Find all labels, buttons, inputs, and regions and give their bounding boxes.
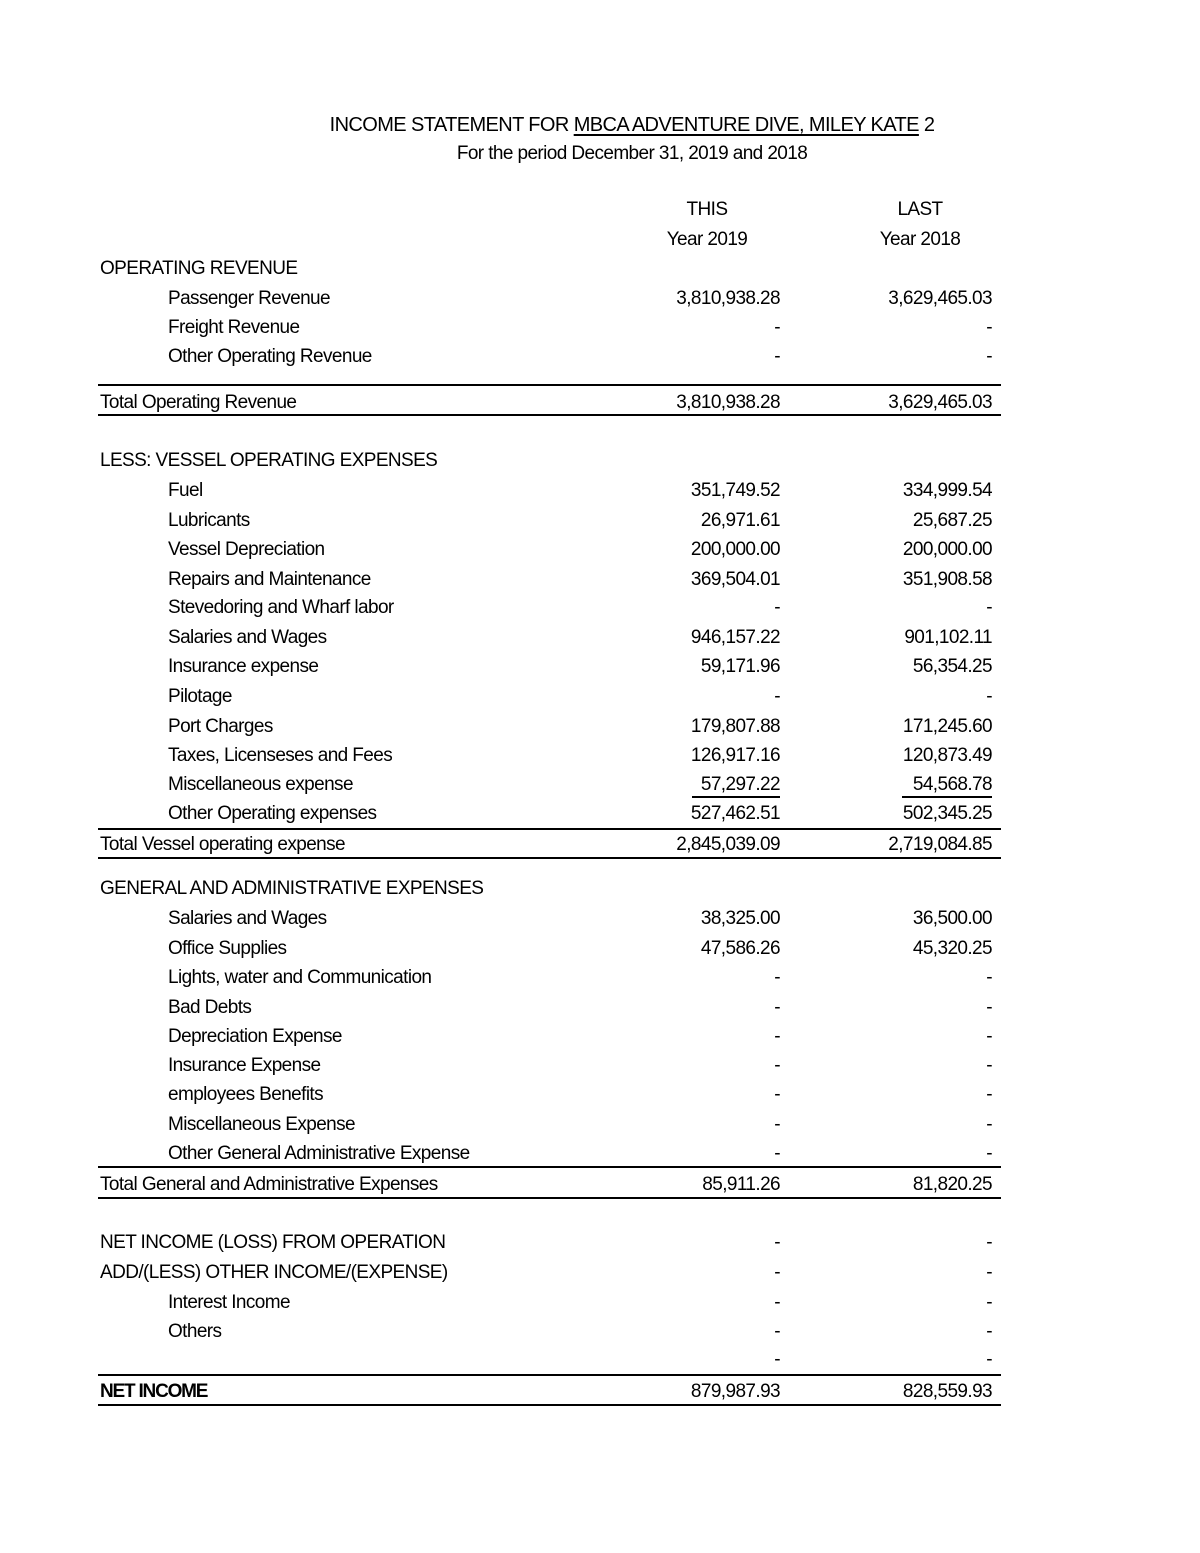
value-2018: 334,999.54 [902, 480, 992, 501]
net-income [100, 1379, 1000, 1405]
col-this-year: Year 2019 [666, 229, 748, 250]
item-label: Interest Income [168, 1292, 290, 1313]
item-label: Pilotage [168, 686, 232, 707]
line-item [100, 772, 1000, 798]
item-label: Passenger Revenue [168, 288, 330, 309]
value-2019: - [774, 997, 780, 1018]
value-2019: 369,504.01 [690, 569, 780, 590]
value-2018: - [986, 1321, 992, 1342]
value-2018: - [986, 1084, 992, 1105]
item-label: Bad Debts [168, 997, 252, 1018]
value-2018: - [986, 1055, 992, 1076]
line-item [100, 567, 1000, 593]
value-2018: 54,568.78 [912, 774, 992, 795]
value-2019: 26,971.61 [700, 510, 780, 531]
value-2018: - [986, 997, 992, 1018]
value-2018: 502,345.25 [902, 803, 992, 824]
value-2018: - [986, 967, 992, 988]
item-label: ADD/(LESS) OTHER INCOME/(EXPENSE) [100, 1262, 448, 1283]
item-label: Lights, water and Communication [168, 967, 432, 988]
line-item [100, 684, 1000, 710]
line-item [100, 1024, 1000, 1050]
total-2018: 3,629,465.03 [888, 392, 992, 413]
value-2018: 171,245.60 [902, 716, 992, 737]
rule-bottom-net-income [98, 1404, 1001, 1406]
value-2018: 901,102.11 [904, 627, 992, 648]
line-item [100, 595, 1000, 621]
value-2018: 351,908.58 [902, 569, 992, 590]
value-2018: - [986, 1262, 992, 1283]
line-item [100, 1112, 1000, 1138]
section-heading-label: GENERAL AND ADMINISTRATIVE EXPENSES [100, 878, 484, 899]
section-heading-admin-expenses [100, 876, 1000, 902]
value-2019: - [774, 1232, 780, 1253]
value-2019: 946,157.22 [690, 627, 780, 648]
line-item [100, 286, 1000, 312]
value-2019: - [774, 317, 780, 338]
underline-misc-2018 [902, 796, 992, 798]
line-item [100, 714, 1000, 740]
value-2019: - [774, 1321, 780, 1342]
line-item [100, 1141, 1000, 1167]
total-2019: 2,845,039.09 [676, 834, 780, 855]
item-label: Office Supplies [168, 938, 287, 959]
value-2018: 120,873.49 [902, 745, 992, 766]
value-2019: 126,917.16 [690, 745, 780, 766]
item-label: Vessel Depreciation [168, 539, 325, 560]
col-last-year: Year 2018 [879, 229, 961, 250]
total-label: Total Operating Revenue [100, 392, 297, 413]
line-item [100, 315, 1000, 341]
rule-top-net-income [98, 1374, 1001, 1376]
value-2019: - [774, 597, 780, 618]
value-2018: - [986, 1349, 992, 1370]
line-item [100, 654, 1000, 680]
total-label: Total Vessel operating expense [100, 834, 346, 855]
statement-period: For the period December 31, 2019 and 2018 [456, 143, 808, 164]
item-label: Miscellaneous Expense [168, 1114, 356, 1135]
value-2018: - [986, 1114, 992, 1135]
item-label: Freight Revenue [168, 317, 300, 338]
line-item [100, 965, 1000, 991]
total-2019: 3,810,938.28 [676, 392, 780, 413]
section-heading-operating-revenue [100, 256, 1000, 282]
total-admin-expenses [100, 1172, 1000, 1198]
line-item [100, 508, 1000, 534]
item-label: Taxes, Licenseses and Fees [168, 745, 393, 766]
value-2018: - [986, 686, 992, 707]
net-income-label: NET INCOME [100, 1381, 208, 1402]
value-2018: 36,500.00 [912, 908, 992, 929]
net-income-from-operation [100, 1230, 1000, 1256]
line-item [100, 743, 1000, 769]
line-item [100, 478, 1000, 504]
line-item [100, 537, 1000, 563]
value-2018: - [986, 317, 992, 338]
value-2019: 179,807.88 [690, 716, 780, 737]
item-label: Stevedoring and Wharf labor [168, 597, 394, 618]
col-this-label: THIS [686, 199, 728, 220]
line-item [100, 1319, 1000, 1345]
value-2019: 47,586.26 [700, 938, 780, 959]
item-label: Insurance expense [168, 656, 319, 677]
title-suffix: 2 [918, 114, 935, 136]
value-2019: 351,749.52 [690, 480, 780, 501]
other-subtotal [100, 1347, 1000, 1373]
value-2019: - [774, 346, 780, 367]
value-2018: 200,000.00 [902, 539, 992, 560]
item-label: Other Operating expenses [168, 803, 377, 824]
value-2018: - [986, 1292, 992, 1313]
rule-bottom-total-admin-expenses [98, 1197, 1001, 1199]
section-heading-vessel-expenses [100, 448, 1000, 474]
value-2018: 45,320.25 [912, 938, 992, 959]
value-2019: - [774, 1143, 780, 1164]
value-2019: 3,810,938.28 [676, 288, 780, 309]
value-2018: - [986, 597, 992, 618]
value-2019: - [774, 1262, 780, 1283]
net-income-2018: 828,559.93 [902, 1381, 992, 1402]
underline-misc-2019 [692, 796, 780, 798]
item-label: Insurance Expense [168, 1055, 321, 1076]
line-item [100, 1082, 1000, 1108]
value-2019: 200,000.00 [690, 539, 780, 560]
item-label: Other Operating Revenue [168, 346, 372, 367]
total-operating-revenue [100, 390, 1000, 416]
item-label: NET INCOME (LOSS) FROM OPERATION [100, 1232, 446, 1253]
line-item [100, 1290, 1000, 1316]
section-heading-label: OPERATING REVENUE [100, 258, 298, 279]
item-label: Other General Administrative Expense [168, 1143, 470, 1164]
rule-top-total-vessel-expense [98, 828, 1001, 830]
value-2019: - [774, 967, 780, 988]
rule-bottom-total-operating-revenue [98, 414, 1001, 416]
value-2018: - [986, 1232, 992, 1253]
title-prefix: INCOME STATEMENT FOR [329, 114, 574, 136]
total-2019: 85,911.26 [702, 1174, 780, 1195]
item-label: Lubricants [168, 510, 250, 531]
value-2019: - [774, 1084, 780, 1105]
value-2019: - [774, 686, 780, 707]
value-2019: 527,462.51 [690, 803, 780, 824]
item-label: employees Benefits [168, 1084, 324, 1105]
title-entity: MBCA ADVENTURE DIVE, MILEY KATE [573, 114, 919, 136]
item-label: Fuel [168, 480, 203, 501]
line-item [100, 625, 1000, 651]
col-last-label: LAST [897, 199, 943, 220]
line-item [100, 1053, 1000, 1079]
rule-bottom-total-vessel-expense [98, 857, 1001, 859]
line-item [100, 936, 1000, 962]
value-2019: - [774, 1026, 780, 1047]
line-item [100, 995, 1000, 1021]
total-2018: 2,719,084.85 [888, 834, 992, 855]
item-label: Miscellaneous expense [168, 774, 353, 795]
value-2018: 25,687.25 [912, 510, 992, 531]
total-2018: 81,820.25 [912, 1174, 992, 1195]
value-2019: - [774, 1055, 780, 1076]
value-2019: 38,325.00 [700, 908, 780, 929]
value-2019: 59,171.96 [700, 656, 780, 677]
item-label: Salaries and Wages [168, 627, 327, 648]
rule-top-total-operating-revenue [98, 384, 1001, 386]
line-item [100, 344, 1000, 370]
total-vessel-expense [100, 832, 1000, 858]
item-label: Others [168, 1321, 222, 1342]
statement-title [0, 112, 1200, 138]
rule-top-total-admin-expenses [98, 1166, 1001, 1168]
other-income-heading [100, 1260, 1000, 1286]
item-label: Repairs and Maintenance [168, 569, 371, 590]
value-2018: 56,354.25 [912, 656, 992, 677]
value-2018: 3,629,465.03 [888, 288, 992, 309]
value-2018: - [986, 346, 992, 367]
section-heading-label: LESS: VESSEL OPERATING EXPENSES [100, 450, 438, 471]
line-item [100, 906, 1000, 932]
value-2018: - [986, 1026, 992, 1047]
line-item [100, 801, 1000, 827]
net-income-2019: 879,987.93 [690, 1381, 780, 1402]
item-label: Depreciation Expense [168, 1026, 342, 1047]
item-label: Salaries and Wages [168, 908, 327, 929]
value-2019: - [774, 1292, 780, 1313]
item-label: Port Charges [168, 716, 273, 737]
value-2019: - [774, 1349, 780, 1370]
value-2019: 57,297.22 [700, 774, 780, 795]
value-2019: - [774, 1114, 780, 1135]
total-label: Total General and Administrative Expenses [100, 1174, 438, 1195]
value-2018: - [986, 1143, 992, 1164]
